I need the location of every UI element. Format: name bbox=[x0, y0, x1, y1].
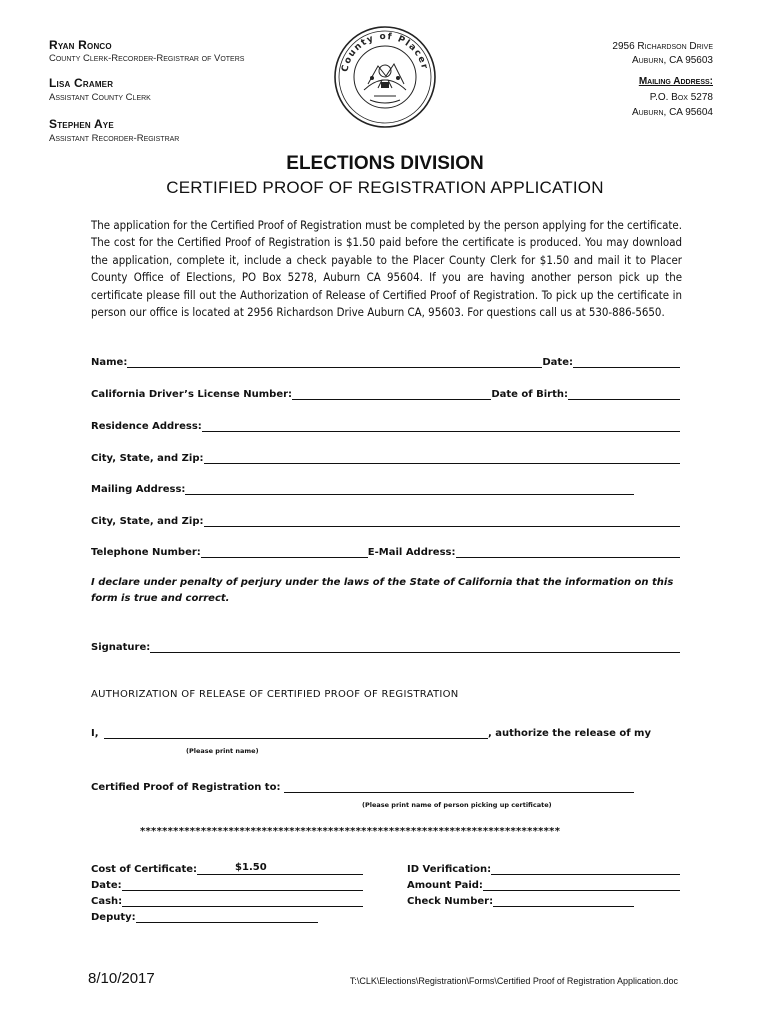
intro-paragraph: The application for the Certified Proof of Registration must be completed by the person applying for the certificate. The cost for the Certified Proof of Registration is $1.50 paid before the certificate is produced. You may download the application, complete it, include a check payable to the Placer County Clerk for $1.50 and mail it to Placer County Office of Elections, PO Box 5278, Auburn CA 95604. If you are having another person pick up the certificate please fill out the Authorization of Release of Certified Proof of Registration. To pick up the certificate in person our office is located at 2956 Richardson Drive Auburn CA, 95603. For questions call us at 530-886-5650. bbox=[91, 218, 682, 320]
phone-label: Telephone Number: bbox=[91, 547, 201, 558]
cost-label: Cost of Certificate: bbox=[91, 864, 198, 875]
street-address: 2956 Richardson Drive bbox=[612, 41, 713, 52]
cash-input[interactable] bbox=[122, 895, 363, 907]
form-title: CERTIFIED PROOF OF REGISTRATION APPLICATION bbox=[166, 178, 604, 197]
license-row bbox=[91, 386, 680, 400]
city1-row bbox=[91, 450, 680, 464]
office-date-input[interactable] bbox=[122, 879, 363, 891]
perjury-declaration: I declare under penalty of perjury under the laws of the State of California that the information on this form is true and correct. bbox=[91, 577, 674, 604]
mailing-row bbox=[91, 481, 634, 495]
county-seal bbox=[334, 26, 436, 128]
email-input[interactable] bbox=[456, 546, 681, 558]
city1-label: City, State, and Zip: bbox=[91, 453, 204, 464]
deputy-input[interactable] bbox=[136, 911, 318, 923]
authorize-text: , authorize the release of my bbox=[487, 728, 651, 739]
mailing-address-label: Mailing Address: bbox=[638, 76, 713, 87]
phone-row bbox=[91, 544, 680, 558]
id-input[interactable] bbox=[491, 863, 680, 875]
id-row bbox=[407, 861, 680, 875]
amount-label: Amount Paid: bbox=[407, 880, 483, 891]
city2-row bbox=[91, 513, 680, 527]
assistant-recorder-name: Stephen Aye bbox=[49, 117, 114, 131]
authorization-heading: AUTHORIZATION OF RELEASE OF CERTIFIED PROOF OF REGISTRATION bbox=[91, 689, 459, 700]
deputy-label: Deputy: bbox=[91, 912, 136, 923]
cash-label: Cash: bbox=[91, 896, 123, 907]
mailing-city: Auburn, CA 95604 bbox=[631, 107, 713, 118]
release-to-label: Certified Proof of Registration to: bbox=[91, 782, 281, 793]
signature-input[interactable] bbox=[150, 641, 680, 653]
assistant-clerk-name: Lisa Cramer bbox=[49, 76, 114, 90]
office-date-label: Date: bbox=[91, 880, 122, 891]
deputy-row bbox=[91, 909, 318, 923]
residence-row bbox=[91, 418, 680, 432]
residence-input[interactable] bbox=[202, 420, 680, 432]
email-label: E-Mail Address: bbox=[367, 547, 456, 558]
street-city: Auburn, CA 95603 bbox=[631, 55, 713, 66]
mailing-input[interactable] bbox=[185, 483, 634, 495]
authorize-row bbox=[91, 725, 651, 739]
footer-file-path: T:\CLK\Elections\Registration\Forms\Certified Proof of Registration Application.doc bbox=[349, 976, 678, 986]
office-date-row bbox=[91, 877, 363, 891]
release-to-input[interactable] bbox=[284, 781, 634, 793]
check-label: Check Number: bbox=[407, 896, 494, 907]
signature-row bbox=[91, 639, 680, 653]
date-label: Date: bbox=[542, 357, 573, 368]
signature-label-text: Signature: bbox=[91, 642, 151, 653]
print-name-hint: (Please print name) bbox=[186, 747, 259, 755]
mailing-label: Mailing Address: bbox=[91, 484, 186, 495]
city2-input[interactable] bbox=[204, 515, 681, 527]
dob-input[interactable] bbox=[568, 388, 680, 400]
clerk-name: Ryan Ronco bbox=[49, 38, 112, 52]
check-input[interactable] bbox=[493, 895, 634, 907]
license-input[interactable] bbox=[292, 388, 491, 400]
name-input[interactable] bbox=[127, 356, 542, 368]
city1-input[interactable] bbox=[204, 452, 681, 464]
check-row bbox=[407, 893, 634, 907]
seal-text: County of Placer bbox=[340, 31, 430, 73]
footer-date: 8/10/2017 bbox=[88, 970, 155, 987]
id-label: ID Verification: bbox=[407, 864, 492, 875]
asterisk-separator: **************************************************************************** bbox=[140, 826, 561, 837]
phone-input[interactable] bbox=[201, 546, 368, 558]
authorize-i-label: I, bbox=[91, 728, 99, 739]
license-label: California Driver’s License Number: bbox=[91, 389, 293, 400]
dob-label: Date of Birth: bbox=[491, 389, 568, 400]
cost-row bbox=[91, 861, 363, 875]
mailing-po-box: P.O. Box 5278 bbox=[649, 92, 713, 103]
clerk-title: County Clerk-Recorder-Registrar of Voters bbox=[49, 53, 245, 64]
name-label: Name: bbox=[91, 357, 128, 368]
date-input[interactable] bbox=[573, 356, 680, 368]
residence-label: Residence Address: bbox=[91, 421, 202, 432]
cost-value: $1.50 bbox=[197, 862, 363, 875]
amount-input[interactable] bbox=[483, 879, 680, 891]
release-to-row bbox=[91, 779, 634, 793]
name-row bbox=[91, 354, 680, 368]
amount-row bbox=[407, 877, 680, 891]
city2-label: City, State, and Zip: bbox=[91, 516, 204, 527]
assistant-recorder-title: Assistant Recorder-Registrar bbox=[49, 133, 180, 144]
assistant-clerk-title: Assistant County Clerk bbox=[49, 92, 151, 103]
cash-row bbox=[91, 893, 363, 907]
authorize-name-input[interactable] bbox=[104, 727, 488, 739]
division-title: ELECTIONS DIVISION bbox=[286, 153, 484, 174]
pickup-name-hint: (Please print name of person picking up certificate) bbox=[362, 801, 552, 809]
